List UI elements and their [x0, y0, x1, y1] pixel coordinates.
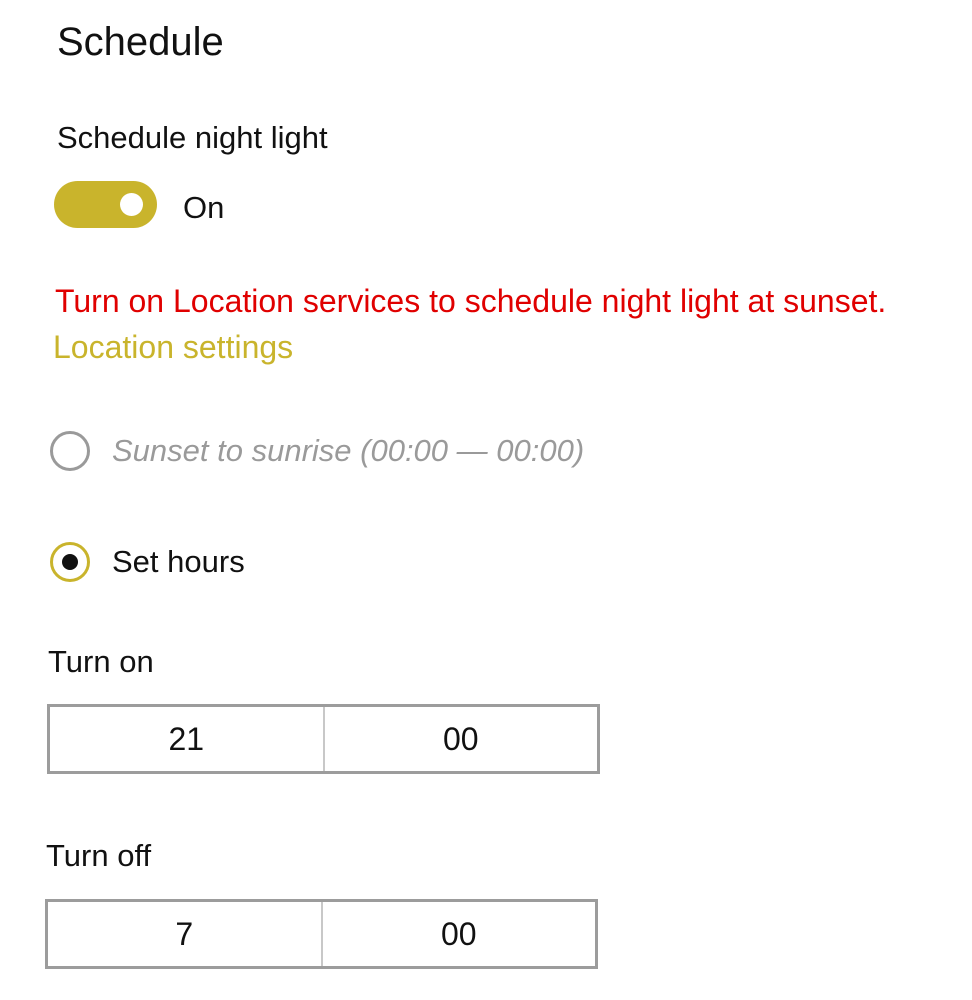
turn-on-time-picker[interactable]: [47, 704, 600, 774]
schedule-night-light-toggle[interactable]: [54, 181, 157, 228]
section-title: Schedule: [57, 20, 224, 64]
location-settings-link[interactable]: Location settings: [53, 329, 294, 365]
schedule-night-light-label: Schedule night light: [57, 120, 328, 155]
toggle-knob: [120, 193, 143, 216]
radio-dot: [62, 554, 78, 570]
radio-sunset-to-sunrise[interactable]: [50, 427, 584, 475]
radio-set-hours[interactable]: [50, 538, 245, 586]
turn-on-minute[interactable]: 00: [323, 707, 598, 771]
location-warning-text: Turn on Location services to schedule night light at sunset.: [55, 283, 887, 319]
turn-off-label: Turn off: [46, 838, 152, 873]
toggle-state-label: On: [183, 190, 225, 225]
turn-on-label: Turn on: [48, 644, 154, 679]
turn-on-hour[interactable]: 21: [168, 720, 205, 757]
radio-label-set-hours: Set hours: [112, 544, 245, 579]
radio-label-sunset-to-sunrise: Sunset to sunrise (00:00 — 00:00): [112, 433, 585, 468]
radio-circle-icon: [50, 431, 90, 471]
turn-off-hour[interactable]: 7: [175, 915, 194, 952]
radio-selected-icon: [50, 542, 90, 582]
turn-off-minute[interactable]: 00: [321, 902, 596, 966]
turn-off-time-picker[interactable]: [45, 899, 598, 969]
